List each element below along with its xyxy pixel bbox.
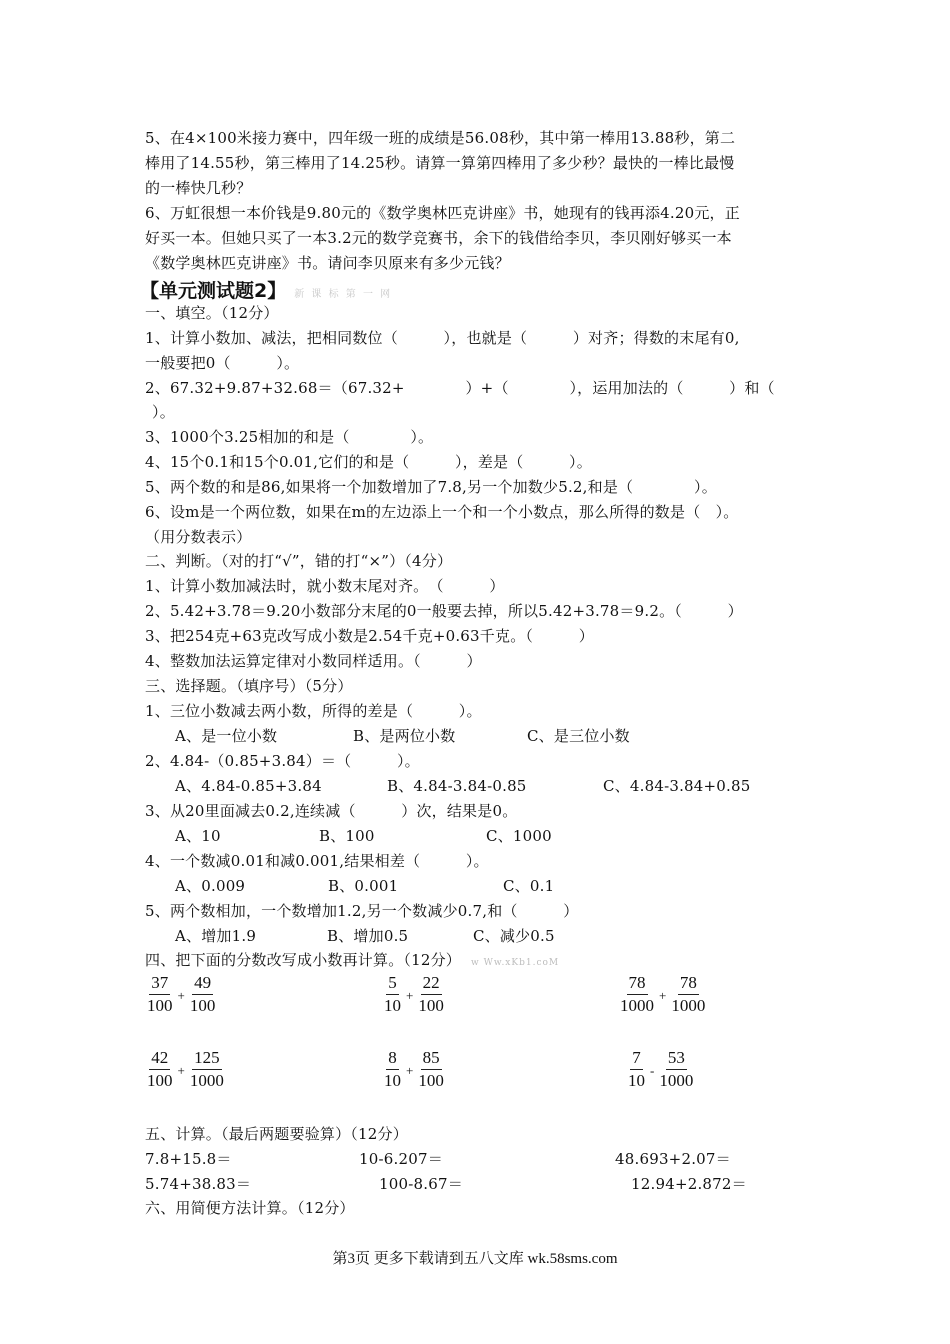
option-b: B、4.84-3.84-0.85 — [387, 777, 527, 795]
option-c: C、是三位小数 — [527, 727, 630, 745]
problem-5-line-3: 的一棒快几秒？ — [145, 179, 252, 197]
fraction-expression — [145, 972, 217, 1017]
sec5-row-2 — [145, 1173, 747, 1195]
sec5-row-1 — [145, 1148, 731, 1170]
sec2-q2: 2、5.42+3.78＝9.20小数部分末尾的0一般要去掉，所以5.42+3.78＝9.2。（ ） — [145, 602, 743, 620]
unit-title-text: 【单元测试题2】 — [140, 280, 287, 302]
operator: + — [406, 1062, 414, 1078]
calc-item: 48.693+2.07＝ — [615, 1150, 731, 1168]
fraction-expression — [382, 972, 446, 1017]
sec3-q3: 3、从20里面减去0.2,连续减（ ）次，结果是0。 — [145, 802, 518, 820]
sec3-q2: 2、4.84-（0.85+3.84）＝（ ）。 — [145, 752, 420, 770]
operator: - — [650, 1062, 655, 1078]
operator: + — [406, 987, 414, 1003]
sec3-q1-options — [175, 725, 630, 747]
fraction: $\frac{78}{1000}$ — [671, 973, 706, 1015]
option-b: B、增加0.5 — [327, 927, 409, 945]
section-5-title: 五、计算。（最后两题要验算）（12分） — [145, 1125, 408, 1143]
fraction: $\frac{8}{10}$ — [384, 1048, 401, 1090]
section-1-title: 一、填空。（12分） — [145, 304, 279, 322]
fraction-expression — [145, 1047, 226, 1092]
option-a: A、增加1.9 — [175, 927, 257, 945]
calc-item: 7.8+15.8＝ — [145, 1150, 232, 1168]
fraction: $\frac{85}{100}$ — [418, 1048, 444, 1090]
sec1-q6-line-1: 6、设m是一个两位数，如果在m的左边添上一个和一个小数点，那么所得的数是（ ）。 — [145, 503, 739, 521]
option-a: A、0.009 — [175, 877, 246, 895]
calc-item: 100-8.67＝ — [379, 1175, 463, 1193]
fraction: $\frac{7}{10}$ — [628, 1048, 645, 1090]
section-6-title: 六、用简便方法计算。（12分） — [145, 1199, 355, 1217]
sec3-q3-options — [175, 825, 552, 847]
sec3-q5: 5、两个数相加，一个数增加1.2,另一个数减少0.7,和（ ） — [145, 902, 579, 920]
fraction: $\frac{53}{1000}$ — [659, 1048, 694, 1090]
section-4-title — [145, 949, 559, 974]
fraction: $\frac{125}{1000}$ — [189, 1048, 224, 1090]
sec3-q4-options — [175, 875, 554, 897]
sec1-q3: 3、1000个3.25相加的和是（ ）。 — [145, 428, 434, 446]
fraction: $\frac{22}{100}$ — [418, 973, 444, 1015]
sec3-q5-options — [175, 925, 555, 947]
calc-item: 12.94+2.872＝ — [631, 1175, 747, 1193]
option-a: A、4.84-0.85+3.84 — [175, 777, 322, 795]
sec1-q1-line-2: 一般要把0（ ）。 — [145, 354, 300, 372]
fraction: $\frac{78}{1000}$ — [620, 973, 654, 1015]
fraction: $\frac{42}{100}$ — [147, 1048, 173, 1090]
section-4-title-text: 四、把下面的分数改写成小数再计算。（12分） — [145, 951, 461, 969]
fraction-expression — [626, 1047, 695, 1092]
sec1-q1-line-1: 1、计算小数加、减法，把相同数位（ ），也就是（ ）对齐；得数的末尾有0, — [145, 329, 740, 347]
problem-6-line-3: 《数学奥林匹克讲座》书。请问李贝原来有多少元钱？ — [145, 254, 510, 272]
option-b: B、100 — [319, 827, 375, 845]
option-b: B、0.001 — [328, 877, 399, 895]
sec1-q2-line-1: 2、67.32+9.87+32.68＝（67.32+ ）+（ ），运用加法的（ ）和（ — [145, 379, 775, 397]
option-c: C、1000 — [486, 827, 552, 845]
watermark-text: 新 课 标 第 一 网 — [294, 289, 393, 300]
sec3-q2-options — [175, 775, 751, 797]
option-c: C、0.1 — [503, 877, 555, 895]
page-footer: 第3页 更多下载请到五八文库 wk.58sms.com — [332, 1251, 618, 1267]
operator: + — [177, 987, 185, 1003]
sec1-q6-line-2: （用分数表示） — [145, 528, 252, 546]
fraction-expression — [382, 1047, 446, 1092]
problem-6-line-2: 好买一本。但她只买了一本3.2元的数学竞赛书，余下的钱借给李贝，李贝刚好够买一本 — [145, 229, 732, 247]
option-b: B、是两位小数 — [353, 727, 456, 745]
calc-item: 10-6.207＝ — [359, 1150, 443, 1168]
fraction: $\frac{5}{10}$ — [384, 973, 401, 1015]
sec2-q3: 3、把254克+63克改写成小数是2.54千克+0.63千克。（ ） — [145, 627, 594, 645]
option-c: C、4.84-3.84+0.85 — [603, 777, 751, 795]
fraction-expression — [618, 972, 707, 1017]
problem-6-line-1: 6、万虹很想一本价钱是9.80元的《数学奥林匹克讲座》书，她现有的钱再添4.20元，正 — [145, 204, 740, 222]
option-c: C、减少0.5 — [473, 927, 555, 945]
sec3-q4: 4、一个数减0.01和减0.001,结果相差（ ）。 — [145, 852, 489, 870]
sec1-q5: 5、两个数的和是86,如果将一个加数增加了7.8,另一个加数少5.2,和是（ ）。 — [145, 478, 717, 496]
option-a: A、10 — [175, 827, 221, 845]
problem-5-line-1: 5、在4×100米接力赛中，四年级一班的成绩是56.08秒，其中第一棒用13.88秒，第二 — [145, 129, 736, 147]
sec1-q2-line-2: ）。 — [152, 403, 175, 421]
operator: + — [659, 987, 667, 1003]
sec3-q1: 1、三位小数减去两小数，所得的差是（ ）。 — [145, 702, 482, 720]
fraction: $\frac{49}{100}$ — [189, 973, 216, 1015]
option-a: A、是一位小数 — [175, 727, 278, 745]
section-3-title: 三、选择题。（填序号）（5分） — [145, 677, 353, 695]
sec1-q4: 4、15个0.1和15个0.01,它们的和是（ ），差是（ ）。 — [145, 453, 592, 471]
sec2-q1: 1、计算小数加减法时，就小数末尾对齐。 （ ） — [145, 577, 505, 595]
fraction: $\frac{37}{100}$ — [147, 973, 173, 1015]
calc-item: 5.74+38.83＝ — [145, 1175, 252, 1193]
section-2-title: 二、判断。（对的打“√”，错的打“×”）（4分） — [145, 552, 453, 570]
watermark-text-2: w Ww.xKb1.coM — [471, 958, 560, 968]
operator: + — [177, 1062, 185, 1078]
problem-5-line-2: 棒用了14.55秒，第三棒用了14.25秒。请算一算第四棒用了多少秒？最快的一棒比最慢 — [145, 154, 735, 172]
sec2-q4: 4、整数加法运算定律对小数同样适用。（ ） — [145, 652, 482, 670]
